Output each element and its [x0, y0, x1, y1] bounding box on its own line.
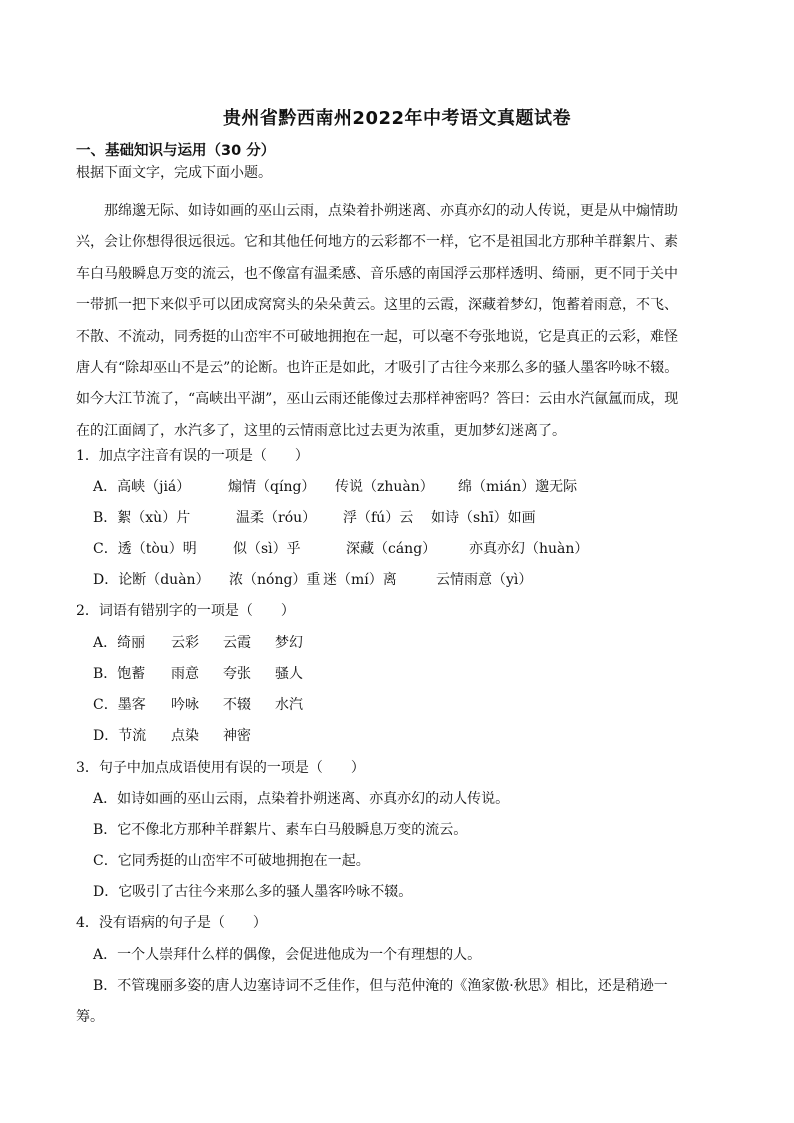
- question-3-option-c: C．它同秀挺的山峦牢不可破地拥抱在一起。: [93, 853, 370, 869]
- option-item: C．透（tòu）明: [93, 541, 197, 557]
- question-2-option-d: [93, 726, 251, 746]
- option-item: 云彩: [171, 635, 199, 651]
- instruction-text: 根据下面文字，完成下面小题。: [76, 165, 272, 181]
- option-item: B．饱蓄: [93, 666, 146, 682]
- question-1-option-c: [93, 539, 588, 559]
- question-2-option-c: [93, 695, 303, 715]
- option-item: 绵（mián）邈无际: [458, 479, 578, 495]
- option-item: 深藏（cáng）: [346, 541, 437, 557]
- option-item: D．节流: [93, 728, 147, 744]
- page-title: 贵州省黔西南州2022年中考语文真题试卷: [222, 108, 572, 129]
- question-2-option-b: [93, 664, 303, 684]
- option-item: 浮（fú）云: [343, 510, 414, 526]
- question-4-stem: 4．没有语病的句子是（ ）: [76, 915, 267, 931]
- option-item: 浓（nóng）重: [229, 572, 321, 588]
- option-item: C．墨客: [93, 697, 146, 713]
- option-item: 点染: [171, 728, 199, 744]
- question-2-stem: 2．词语有错别字的一项是（ ）: [76, 603, 295, 619]
- question-4-option-b: B．不管瑰丽多姿的唐人边塞诗词不乏佳作，但与范仲淹的《渔家傲·秋思》相比，还是稍逊一: [93, 978, 668, 994]
- question-2-option-a: [93, 633, 303, 653]
- section-heading: 一、基础知识与运用（30 分）: [76, 143, 276, 159]
- option-item: A．绮丽: [93, 635, 146, 651]
- option-item: 如诗（shī）如画: [431, 510, 536, 526]
- option-item: 水汽: [275, 697, 303, 713]
- question-4-option-b-continuation: 筹。: [76, 1009, 104, 1025]
- question-1-option-d: [93, 570, 532, 590]
- option-item: 不辍: [223, 697, 251, 713]
- option-item: 似（sì）乎: [233, 541, 301, 557]
- question-1-stem: 1．加点字注音有误的一项是（ ）: [76, 448, 309, 464]
- question-3-option-a: A．如诗如画的巫山云雨，点染着扑朔迷离、亦真亦幻的动人传说。: [93, 791, 510, 807]
- option-item: 温柔（róu）: [236, 510, 317, 526]
- option-item: 云情雨意（yì）: [436, 572, 533, 588]
- passage-line: 兴，会让你想得很远很远。它和其他任何地方的云彩都不一样，它不是祖国北方那种羊群絮片、素: [76, 234, 678, 251]
- option-item: 骚人: [275, 666, 303, 682]
- passage-line: 车白马般瞬息万变的流云，也不像富有温柔感、音乐感的南国浮云那样透明、绮丽，更不同于关中: [76, 265, 678, 282]
- option-item: 迷（mí）离: [323, 572, 397, 588]
- option-item: 雨意: [171, 666, 199, 682]
- passage-line: 那绵邈无际、如诗如画的巫山云雨，点染着扑朔迷离、亦真亦幻的动人传说，更是从中煽情助: [76, 203, 678, 219]
- passage-line: 唐人有“除却巫山不是云”的论断。也许正是如此，才吸引了古往今来那么多的骚人墨客吟咏不辍。: [76, 360, 679, 377]
- question-4-option-a: A．一个人崇拜什么样的偶像，会促进他成为一个有理想的人。: [93, 947, 482, 963]
- question-1-option-b: [93, 508, 536, 528]
- option-item: 亦真亦幻（huàn）: [469, 541, 589, 557]
- question-3-stem: 3．句子中加点成语使用有误的一项是（ ）: [76, 760, 365, 776]
- option-item: A．高峡（jiá）: [93, 479, 191, 495]
- option-item: 吟咏: [171, 697, 199, 713]
- option-item: 传说（zhuàn）: [335, 479, 434, 495]
- question-3-option-b: B．它不像北方那种羊群絮片、素车白马般瞬息万变的流云。: [93, 822, 468, 838]
- option-item: B．絮（xù）片: [93, 510, 191, 526]
- passage-line: 在的江面阔了，水汽多了，这里的云情雨意比过去更为浓重，更加梦幻迷离了。: [76, 422, 566, 439]
- reading-passage: [76, 196, 716, 447]
- option-item: D．论断（duàn）: [93, 572, 210, 588]
- passage-line: 不散、不流动，同秀挺的山峦牢不可破地拥抱在一起，可以毫不夸张地说，它是真正的云彩，难怪: [76, 328, 678, 345]
- question-3-option-d: D．它吸引了古往今来那么多的骚人墨客吟咏不辍。: [93, 884, 413, 900]
- option-item: 梦幻: [275, 635, 303, 651]
- option-item: 神密: [223, 728, 251, 744]
- passage-line: 一带抓一把下来似乎可以团成窝窝头的朵朵黄云。这里的云霞，深藏着梦幻，饱蓄着雨意，不飞、: [76, 297, 678, 314]
- option-item: 夸张: [223, 666, 251, 682]
- option-item: 煽情（qíng）: [228, 479, 316, 495]
- passage-line: 如今大江节流了，“高峡出平湖”，巫山云雨还能像过去那样神密吗？答曰：云由水汽氤氲而成，现: [76, 391, 679, 408]
- question-1-option-a: [93, 477, 577, 497]
- option-item: 云霞: [223, 635, 251, 651]
